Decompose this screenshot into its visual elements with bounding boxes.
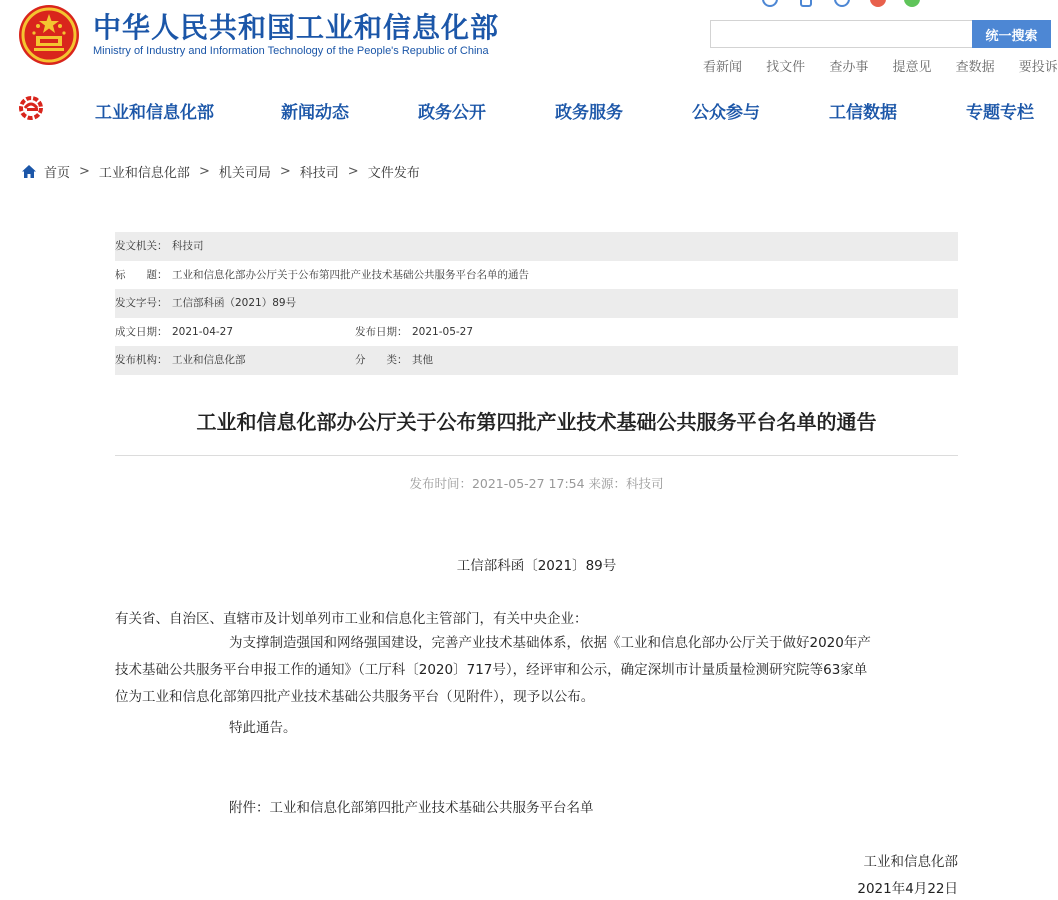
breadcrumb-home[interactable]: 首页 [44,166,71,181]
published-label: 发布日期： [355,325,408,338]
home-icon[interactable] [22,165,36,178]
nav-item-ministry[interactable]: 工业和信息化部 [95,103,214,123]
nav-item-news[interactable]: 新闻动态 [281,103,349,123]
created-label: 成文日期： [115,325,168,338]
info-row-issuer [115,232,958,261]
article-meta: 发布时间：2021-05-27 17:54 来源：科技司 [409,476,664,491]
quick-link-services[interactable]: 查办事 [829,60,869,75]
body-line: 为支撑制造强国和网络强国建设，完善产业技术基础体系，依据《工业和信息化部办公厅关于做好2020年产 [229,635,871,651]
docno-value: 工信部科函（2021）89号 [172,297,297,309]
nav-item-participation[interactable]: 公众参与 [692,103,760,123]
docno-label: 发文字号： [115,297,168,309]
main-nav [95,98,1035,122]
weibo-icon[interactable] [762,0,778,7]
national-emblem-icon [18,4,80,66]
phone-icon[interactable] [800,0,812,7]
search-button[interactable]: 统一搜索 [972,20,1051,48]
breadcrumb-departments[interactable]: 机关司局 [218,166,271,181]
search-input[interactable] [710,20,972,48]
breadcrumb-documents[interactable]: 文件发布 [367,166,420,181]
org-label: 发布机构： [115,354,168,366]
breadcrumb-separator: > [79,164,90,179]
nav-item-topics[interactable]: 专题专栏 [966,103,1034,123]
quick-link-files[interactable]: 找文件 [766,60,806,75]
quick-links [703,56,1058,75]
quick-link-data[interactable]: 查数据 [955,60,995,75]
category-value: 其他 [412,354,433,366]
created-value: 2021-04-27 [172,325,234,338]
info-row-dates [115,318,958,347]
org-value: 工业和信息化部 [172,354,246,366]
quick-link-news[interactable]: 看新闻 [703,60,743,75]
info-row-org [115,346,958,375]
site-title[interactable]: 中华人民共和国工业和信息化部 [93,11,500,44]
breadcrumb-separator: > [279,164,291,179]
accessibility-icon[interactable] [834,0,850,7]
info-row-subject [115,261,958,290]
body-paragraph [115,630,958,711]
subject-value: 工业和信息化部办公厅关于公布第四批产业技术基础公共服务平台名单的通告 [172,268,529,281]
breadcrumb-tech-dept[interactable]: 科技司 [299,166,339,181]
issuer-value: 科技司 [172,240,204,252]
breadcrumb [22,162,420,181]
quick-link-feedback[interactable]: 提意见 [892,60,932,75]
signature: 工业和信息化部 [863,854,958,870]
article-title: 工业和信息化部办公厅关于公布第四批产业技术基础公共服务平台名单的通告 [196,410,877,434]
sign-date: 2021年4月22日 [857,881,958,897]
title-divider [115,455,958,456]
app-icon[interactable] [904,0,920,7]
breadcrumb-ministry[interactable]: 工业和信息化部 [98,166,190,181]
published-value: 2021-05-27 [412,325,474,338]
nav-item-data[interactable]: 工信数据 [829,103,897,123]
category-label: 分 类： [355,354,408,366]
body-line: 位为工业和信息化部第四批产业技术基础公共服务平台（见附件），现予以公布。 [115,689,595,705]
document-info-table [115,232,958,375]
subject-label: 标 题： [115,268,168,281]
quick-link-complaint[interactable]: 要投诉 [1018,60,1058,75]
wechat-icon[interactable] [870,0,886,7]
nav-item-gov-services[interactable]: 政务服务 [555,103,623,123]
body-line: 技术基础公共服务平台申报工作的通知》（工厅科〔2020〕717号），经评审和公示，确定深圳市计量质量检测研究院等63家单 [115,662,868,678]
issuer-label: 发文机关： [115,240,168,252]
breadcrumb-separator: > [198,164,210,179]
salutation: 有关省、自治区、直辖市及计划单列市工业和信息化主管部门，有关中央企业： [115,611,588,627]
info-row-docno [115,289,958,318]
ministry-logo-icon[interactable] [18,96,44,120]
site-subtitle: Ministry of Industry and Information Technology of the People's Republic of China [93,45,489,57]
doc-number: 工信部科函〔2021〕89号 [456,558,617,574]
attachment-link[interactable]: 附件：工业和信息化部第四批产业技术基础公共服务平台名单 [229,800,594,816]
closing-text: 特此通告。 [229,720,297,736]
nav-item-gov-affairs[interactable]: 政务公开 [418,103,486,123]
breadcrumb-separator: > [347,164,359,179]
